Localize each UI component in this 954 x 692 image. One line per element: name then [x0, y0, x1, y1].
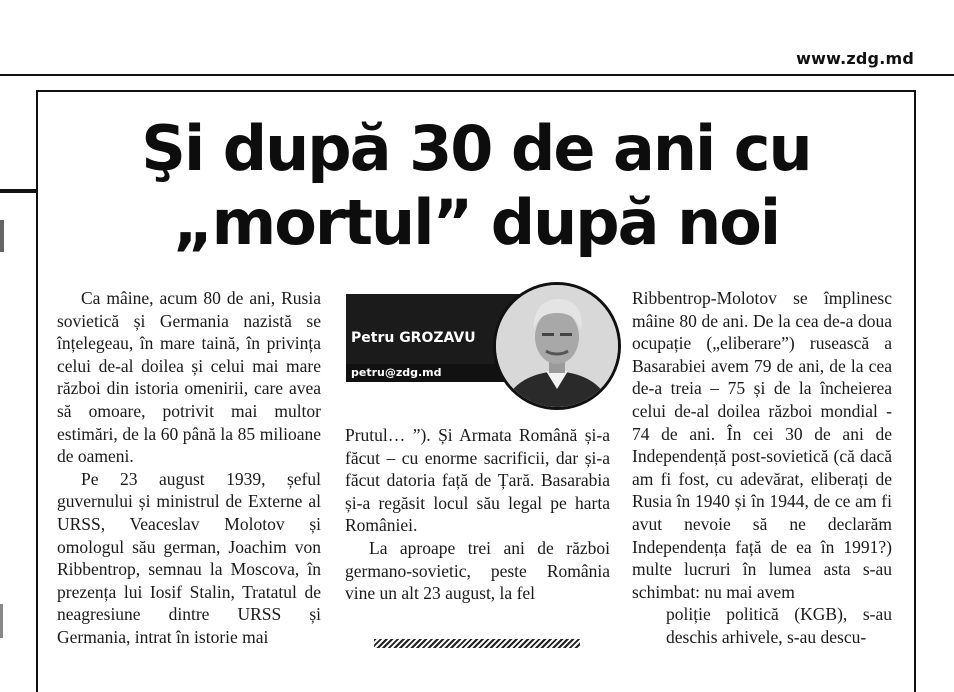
- author-portrait: [493, 282, 621, 410]
- article-column-2: [345, 424, 610, 605]
- portrait-image: [496, 285, 618, 407]
- headline-line-2: „mortul” după noi: [172, 186, 780, 259]
- site-url[interactable]: www.zdg.md: [796, 49, 914, 68]
- byline-author: Petru GROZAVU: [351, 330, 476, 346]
- article-column-3: [632, 287, 892, 649]
- paragraph: Prutul… ”). Și Armata Română și-a făcut – cu enorme sacrificii, dar și-a făcut datoria față de Țară. Basarabia și-a regăsit locul său legal pe harta României.: [345, 425, 610, 536]
- paragraph: La aproape trei ani de război germano-sovietic, peste România vine un alt 23 august, la fel: [345, 537, 610, 604]
- byline-email[interactable]: petru@zdg.md: [351, 366, 442, 379]
- headline: [40, 112, 912, 260]
- left-edge-mark: [0, 220, 4, 252]
- left-edge-tab: [0, 189, 38, 193]
- top-rule: [0, 74, 954, 76]
- decorative-hatch-bar: [374, 639, 580, 648]
- article-column-1: [57, 287, 321, 649]
- paragraph: Ribbentrop-Molotov se împlinesc mâine 80 de ani. De la cea de-a doua ocupație („eliberare”) rusească a Basarabiei avem 79 de ani, de la cea de-a treia – 75 și de la încheierea celui de-al doilea război mondial - 74 de ani. În cei 30 de ani de Independență post-sovietică (că dacă am fi fost, cu adevărat, eliberați de Rusia în 1940 și în 1944, de ce am fi avut nevoie să ne declarăm Independența față de ea în 1991?) multe lucruri în lumea asta s-au schimbat: nu mai avem: [632, 288, 892, 602]
- paragraph: Ca mâine, acum 80 de ani, Rusia sovietică și Germania nazistă se înțelegeau, în mare taină, în privința celui de-al doilea și celui mai mare război din istoria omenirii, care avea să omoare, potrivit mai multor estimări, de la 60 până la 85 milioane de oameni.: [57, 288, 321, 467]
- headline-line-1: Şi după 30 de ani cu: [141, 112, 811, 185]
- paragraph: Pe 23 august 1939, șeful guvernului și ministrul de Externe al URSS, Veaceslav Molotov și omologul său german, Joachim von Ribbentrop, semnau la Moscova, în prezența lui Iosif Stalin, Tratatul de neagresiune dintre URSS și Germania, intrat în istorie mai: [57, 468, 321, 647]
- paragraph: poliție politică (KGB), s-au deschis arhivele, s-au descu-: [666, 604, 892, 647]
- left-edge-mark: [0, 604, 3, 638]
